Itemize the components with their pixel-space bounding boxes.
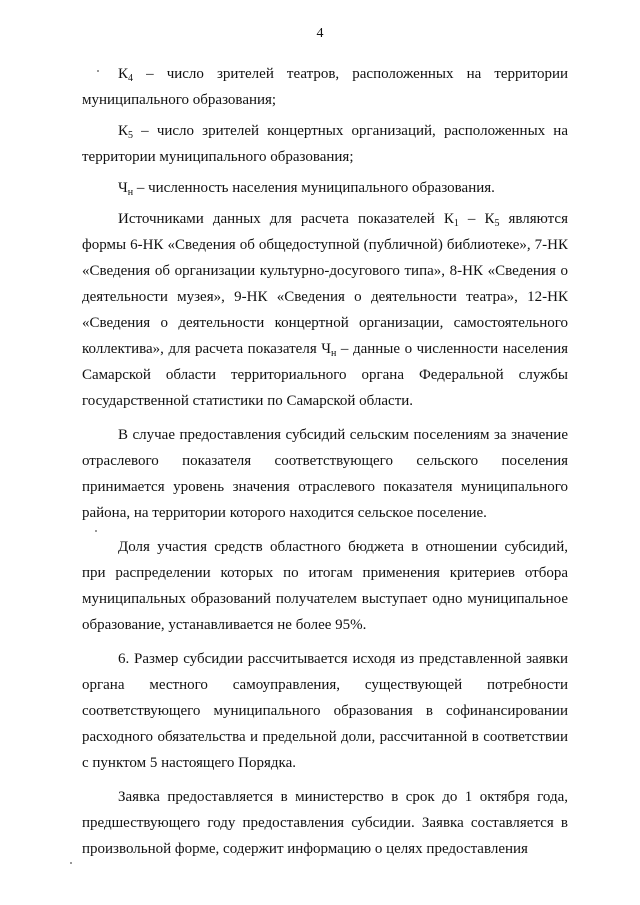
scan-speck	[95, 530, 97, 532]
paragraph-text: В случае предоставления субсидий сельским поселениям за значение отраслевого показателя соответствующего сельского поселения принимается уровень значения отраслевого показателя муниципального района, на территории которого находится сельское поселение.	[82, 427, 568, 521]
paragraph-text: Источниками данных для расчета показателей К	[118, 211, 454, 227]
paragraph-text: К	[118, 66, 129, 82]
paragraph-text: – численность населения муниципального образования.	[133, 180, 495, 196]
paragraph-text: – число зрителей театров, расположенных на территории муниципального образования;	[82, 66, 568, 108]
subscript-index: 1	[453, 218, 459, 229]
paragraph-k5	[82, 118, 568, 170]
paragraph-k4	[82, 61, 568, 113]
paragraph-text: 6. Размер субсидии рассчитывается исходя из представленной заявки органа местного самоуправления, существующей потребности соответствующего муниципального образования в софинансировании расходного обязательства и предельной доли, рассчитанной в соответствии с пунктом 5 настоящего Порядка.	[82, 651, 568, 771]
paragraph-text: Заявка предоставляется в министерство в срок до 1 октября года, предшествующего году предоставления субсидии. Заявка составляется в произвольной форме, содержит информацию о целях предоставления	[82, 789, 568, 857]
paragraph-text: Доля участия средств областного бюджета в отношении субсидий, при распределении которых по итогам применения критериев отбора муниципальных образований получателем выступает одно муниципальное образование, устанавливается не более 95%.	[82, 539, 568, 633]
subscript-index: 5	[494, 218, 500, 229]
document-body	[82, 61, 568, 862]
subscript-index: н	[331, 348, 337, 359]
paragraph-text: К	[118, 123, 129, 139]
paragraph-rural-settlements	[82, 422, 568, 526]
paragraph-text: – К	[458, 211, 495, 227]
subscript-index: 4	[128, 73, 134, 84]
paragraph-budget-share	[82, 534, 568, 638]
subscript-index: 5	[128, 130, 134, 141]
paragraph-text: – данные о численности населения Самарской области территориального органа Федеральной службы государственной статистики по Самарской области.	[82, 341, 568, 409]
page-number: 4	[316, 26, 324, 41]
paragraph-text: – число зрителей концертных организаций, расположенных на территории муниципального образования;	[82, 123, 568, 165]
paragraph-point-6	[82, 646, 568, 776]
paragraph-chn	[82, 175, 568, 201]
scan-speck	[70, 862, 72, 864]
subscript-index: н	[127, 187, 134, 198]
paragraph-sources	[82, 206, 568, 414]
paragraph-application	[82, 784, 568, 862]
paragraph-text: Ч	[118, 180, 128, 196]
paragraph-text: являются формы 6-НК «Сведения об общедоступной (публичной) библиотеке», 7-НК «Сведения об организации культурно-досугового типа», 8-НК «Сведения о деятельности музея», 9-НК «Сведения о деятельности театра», 12-НК «Сведения о деятельности концертной организации, самостоятельного коллектива», для расчета показателя Ч	[82, 211, 568, 357]
scan-speck	[97, 70, 99, 72]
